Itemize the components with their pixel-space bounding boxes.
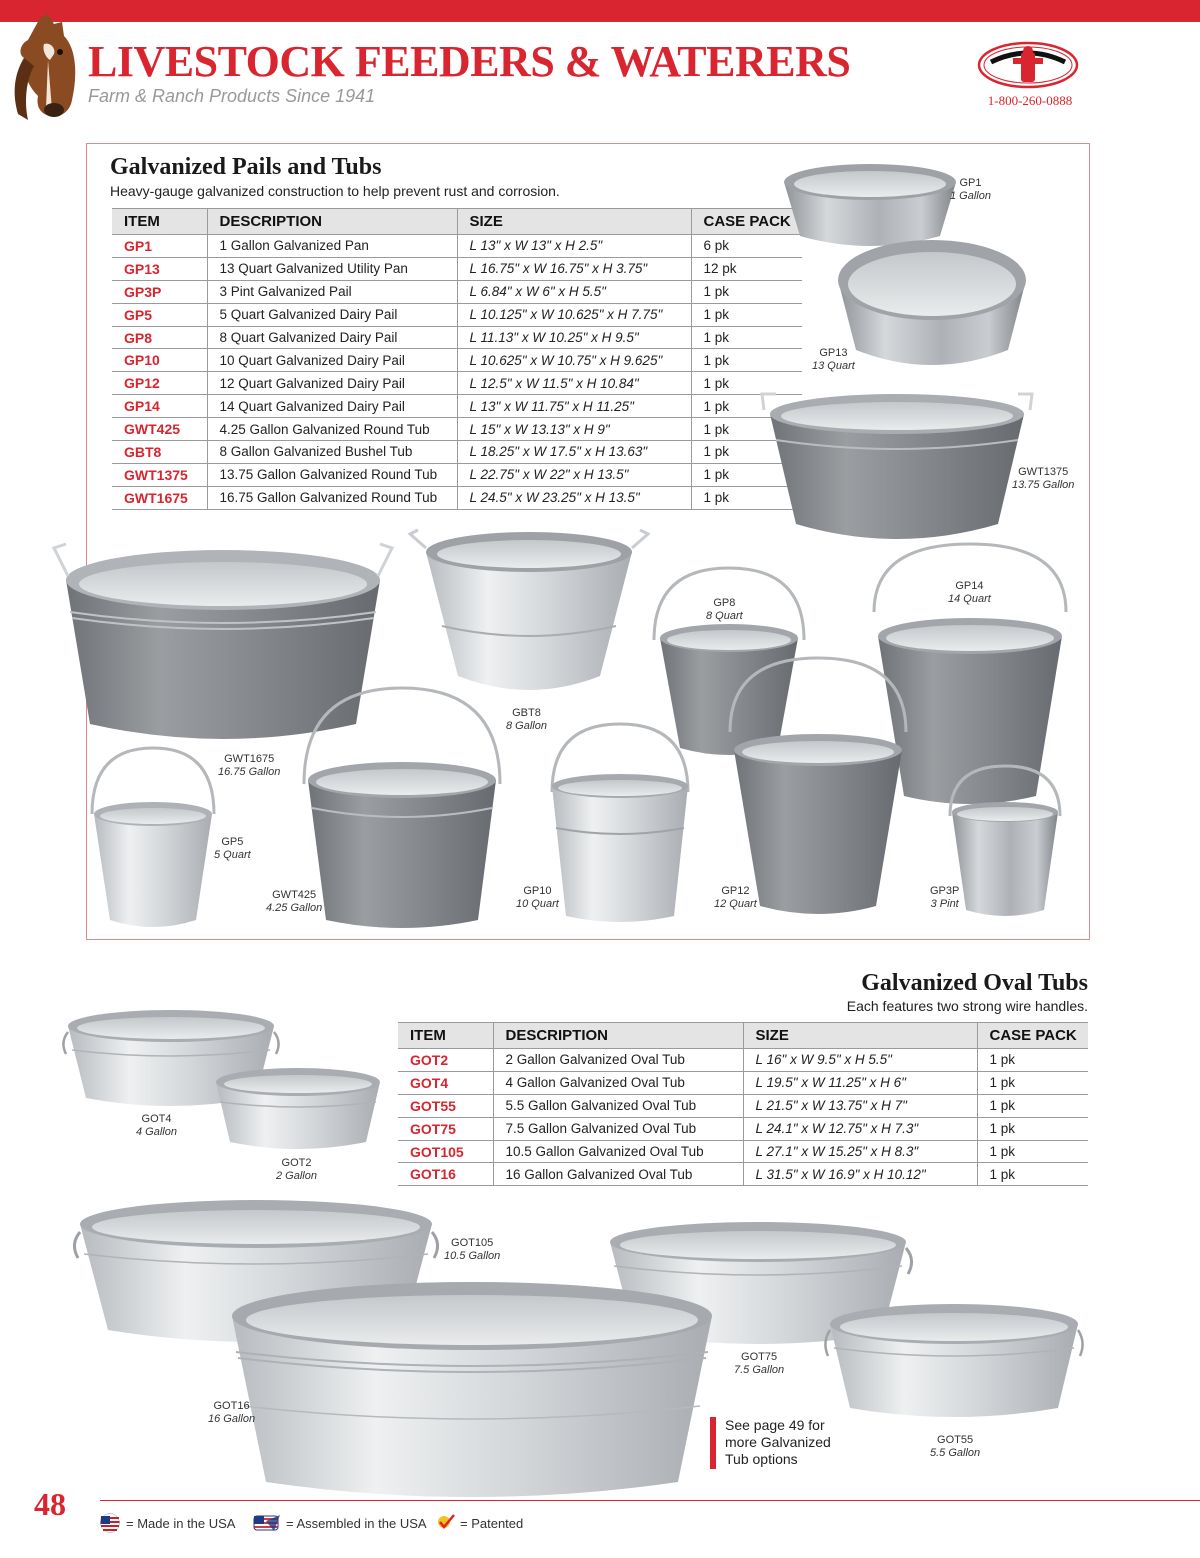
caption-gp1: GP1 1 Gallon [950, 177, 991, 202]
item-code: GP1 [112, 235, 207, 258]
section-subtitle-oval-tubs: Each features two strong wire handles. [846, 998, 1088, 1014]
caption-gwt1675: GWT1675 16.75 Gallon [218, 753, 281, 778]
item-description: 10.5 Gallon Galvanized Oval Tub [493, 1140, 743, 1163]
table-row [112, 303, 802, 326]
table-row [112, 418, 802, 441]
item-description: 4 Gallon Galvanized Oval Tub [493, 1071, 743, 1094]
item-code: GOT105 [398, 1140, 493, 1163]
product-image-gwt425 [296, 684, 508, 930]
item-size: L 11.13" x W 10.25" x H 9.5" [457, 326, 691, 349]
item-size: L 10.125" x W 10.625" x H 7.75" [457, 303, 691, 326]
product-image-gp3p [946, 764, 1064, 920]
item-code: GP13 [112, 257, 207, 280]
item-code: GBT8 [112, 441, 207, 464]
item-description: 16.75 Gallon Galvanized Round Tub [207, 486, 457, 509]
item-description: 16 Gallon Galvanized Oval Tub [493, 1163, 743, 1186]
table-row [398, 1071, 1088, 1094]
legend-assembled-usa [252, 1512, 427, 1534]
caption-got105: GOT105 10.5 Gallon [444, 1237, 501, 1262]
item-code: GOT2 [398, 1049, 493, 1072]
item-description: 7.5 Gallon Galvanized Oval Tub [493, 1117, 743, 1140]
item-case-pack: 12 pk [691, 257, 802, 280]
product-image-got16 [222, 1276, 722, 1502]
page-title: LIVESTOCK FEEDERS & WATERERS [88, 37, 851, 86]
item-size: L 10.625" x W 10.75" x H 9.625" [457, 349, 691, 372]
pails-table-header-size: SIZE [457, 209, 691, 235]
page-subtitle: Farm & Ranch Products Since 1941 [88, 86, 376, 106]
item-case-pack: 1 pk [691, 395, 802, 418]
footer-divider [100, 1500, 1200, 1501]
caption-got55: GOT55 5.5 Gallon [930, 1434, 981, 1459]
caption-gp8: GP8 8 Quart [706, 597, 743, 622]
oval-table-header-case-pack: CASE PACK [977, 1023, 1088, 1049]
caption-gp3p: GP3P 3 Pint [930, 885, 960, 910]
us-flag-icon [98, 1513, 122, 1533]
item-size: L 16.75" x W 16.75" x H 3.75" [457, 257, 691, 280]
product-image-got2 [208, 1062, 388, 1152]
table-row [398, 1094, 1088, 1117]
item-code: GOT16 [398, 1163, 493, 1186]
oval-table-header-description: DESCRIPTION [493, 1023, 743, 1049]
item-description: 10 Quart Galvanized Dairy Pail [207, 349, 457, 372]
caption-gp12: GP12 12 Quart [714, 885, 757, 910]
product-image-gwt1375 [756, 384, 1038, 544]
phone-number: 1-800-260-0888 [987, 93, 1073, 108]
item-size: L 31.5" x W 16.9" x H 10.12" [743, 1163, 977, 1186]
legend-label: = Assembled in the USA [286, 1515, 427, 1531]
top-accent-bar [0, 0, 1200, 22]
item-size: L 13" x W 11.75" x H 11.25" [457, 395, 691, 418]
item-case-pack: 1 pk [691, 463, 802, 486]
table-row [112, 395, 802, 418]
item-size: L 16" x W 9.5" x H 5.5" [743, 1049, 977, 1072]
item-case-pack: 1 pk [977, 1117, 1088, 1140]
item-code: GP12 [112, 372, 207, 395]
item-description: 2 Gallon Galvanized Oval Tub [493, 1049, 743, 1072]
item-case-pack: 1 pk [691, 486, 802, 509]
patented-check-icon [436, 1513, 456, 1533]
item-size: L 21.5" x W 13.75" x H 7" [743, 1094, 977, 1117]
item-description: 12 Quart Galvanized Dairy Pail [207, 372, 457, 395]
table-row [112, 257, 802, 280]
little-giant-logo [977, 40, 1079, 90]
pails-table-header-item: ITEM [112, 209, 207, 235]
item-description: 8 Gallon Galvanized Bushel Tub [207, 441, 457, 464]
see-page-note: See page 49 for more Galvanized Tub options [710, 1417, 850, 1469]
table-row [112, 441, 802, 464]
item-description: 13.75 Gallon Galvanized Round Tub [207, 463, 457, 486]
item-description: 8 Quart Galvanized Dairy Pail [207, 326, 457, 349]
item-case-pack: 1 pk [977, 1163, 1088, 1186]
item-code: GWT1675 [112, 486, 207, 509]
item-case-pack: 1 pk [691, 326, 802, 349]
item-description: 13 Quart Galvanized Utility Pan [207, 257, 457, 280]
product-image-gp5 [86, 744, 220, 930]
item-description: 3 Pint Galvanized Pail [207, 280, 457, 303]
table-row [112, 349, 802, 372]
item-case-pack: 1 pk [691, 303, 802, 326]
item-size: L 6.84" x W 6" x H 5.5" [457, 280, 691, 303]
section-title-pails-tubs: Galvanized Pails and Tubs [110, 154, 382, 180]
oval-table-header-item: ITEM [398, 1023, 493, 1049]
item-code: GWT425 [112, 418, 207, 441]
item-case-pack: 1 pk [691, 418, 802, 441]
table-row [112, 463, 802, 486]
item-size: L 22.75" x W 22" x H 13.5" [457, 463, 691, 486]
table-row [398, 1140, 1088, 1163]
table-row [398, 1117, 1088, 1140]
product-image-got55 [822, 1300, 1086, 1422]
item-code: GP10 [112, 349, 207, 372]
section-title-oval-tubs: Galvanized Oval Tubs [861, 970, 1088, 996]
oval-tubs-table [398, 1022, 1088, 1186]
caption-got4: GOT4 4 Gallon [136, 1113, 177, 1138]
item-case-pack: 1 pk [977, 1049, 1088, 1072]
item-size: L 27.1" x W 15.25" x H 8.3" [743, 1140, 977, 1163]
caption-got2: GOT2 2 Gallon [276, 1157, 317, 1182]
item-case-pack: 1 pk [691, 372, 802, 395]
item-case-pack: 1 pk [977, 1071, 1088, 1094]
item-code: GP5 [112, 303, 207, 326]
caption-got16: GOT16 16 Gallon [208, 1400, 256, 1425]
product-image-gp10 [546, 720, 694, 928]
item-code: GWT1375 [112, 463, 207, 486]
caption-got75: GOT75 7.5 Gallon [734, 1351, 785, 1376]
caption-gp10: GP10 10 Quart [516, 885, 559, 910]
table-row [112, 235, 802, 258]
table-row [112, 486, 802, 509]
section-subtitle-pails-tubs: Heavy-gauge galvanized construction to help prevent rust and corrosion. [110, 183, 560, 199]
table-row [398, 1049, 1088, 1072]
item-size: L 19.5" x W 11.25" x H 6" [743, 1071, 977, 1094]
item-description: 14 Quart Galvanized Dairy Pail [207, 395, 457, 418]
item-code: GOT55 [398, 1094, 493, 1117]
caption-gp13: GP13 13 Quart [812, 347, 855, 372]
assembled-usa-icon [252, 1513, 282, 1533]
caption-gwt1375: GWT1375 13.75 Gallon [1012, 466, 1075, 491]
item-case-pack: 1 pk [977, 1094, 1088, 1117]
item-case-pack: 1 pk [977, 1140, 1088, 1163]
item-size: L 12.5" x W 11.5" x H 10.84" [457, 372, 691, 395]
table-row [398, 1163, 1088, 1186]
item-case-pack: 1 pk [691, 349, 802, 372]
horse-head-icon [10, 14, 82, 124]
page-number: 48 [34, 1486, 66, 1522]
caption-gp5: GP5 5 Quart [214, 836, 251, 861]
oval-table-header-size: SIZE [743, 1023, 977, 1049]
item-size: L 13" x W 13" x H 2.5" [457, 235, 691, 258]
item-case-pack: 1 pk [691, 441, 802, 464]
legend-patented [436, 1512, 523, 1534]
item-code: GOT4 [398, 1071, 493, 1094]
pails-table-header-case-pack: CASE PACK [691, 209, 802, 235]
item-description: 5 Quart Galvanized Dairy Pail [207, 303, 457, 326]
table-row [112, 280, 802, 303]
legend-label: = Made in the USA [126, 1515, 236, 1531]
item-description: 1 Gallon Galvanized Pan [207, 235, 457, 258]
item-description: 4.25 Gallon Galvanized Round Tub [207, 418, 457, 441]
pails-table-header-description: DESCRIPTION [207, 209, 457, 235]
item-code: GP3P [112, 280, 207, 303]
item-case-pack: 6 pk [691, 235, 802, 258]
item-description: 5.5 Gallon Galvanized Oval Tub [493, 1094, 743, 1117]
item-code: GP14 [112, 395, 207, 418]
item-code: GOT75 [398, 1117, 493, 1140]
legend-made-usa [98, 1512, 235, 1534]
pails-tubs-table [112, 208, 802, 510]
product-image-gbt8 [404, 526, 654, 696]
table-row [112, 326, 802, 349]
table-row [112, 372, 802, 395]
product-image-gp12 [722, 654, 914, 918]
caption-gwt425: GWT425 4.25 Gallon [266, 889, 323, 914]
item-case-pack: 1 pk [691, 280, 802, 303]
item-size: L 15" x W 13.13" x H 9" [457, 418, 691, 441]
product-image-gp13 [834, 232, 1030, 374]
item-size: L 18.25" x W 17.5" x H 13.63" [457, 441, 691, 464]
item-size: L 24.1" x W 12.75" x H 7.3" [743, 1117, 977, 1140]
caption-gp14: GP14 14 Quart [948, 580, 991, 605]
item-code: GP8 [112, 326, 207, 349]
legend-label: = Patented [460, 1515, 524, 1531]
item-size: L 24.5" x W 23.25" x H 13.5" [457, 486, 691, 509]
caption-gbt8: GBT8 8 Gallon [506, 707, 547, 732]
